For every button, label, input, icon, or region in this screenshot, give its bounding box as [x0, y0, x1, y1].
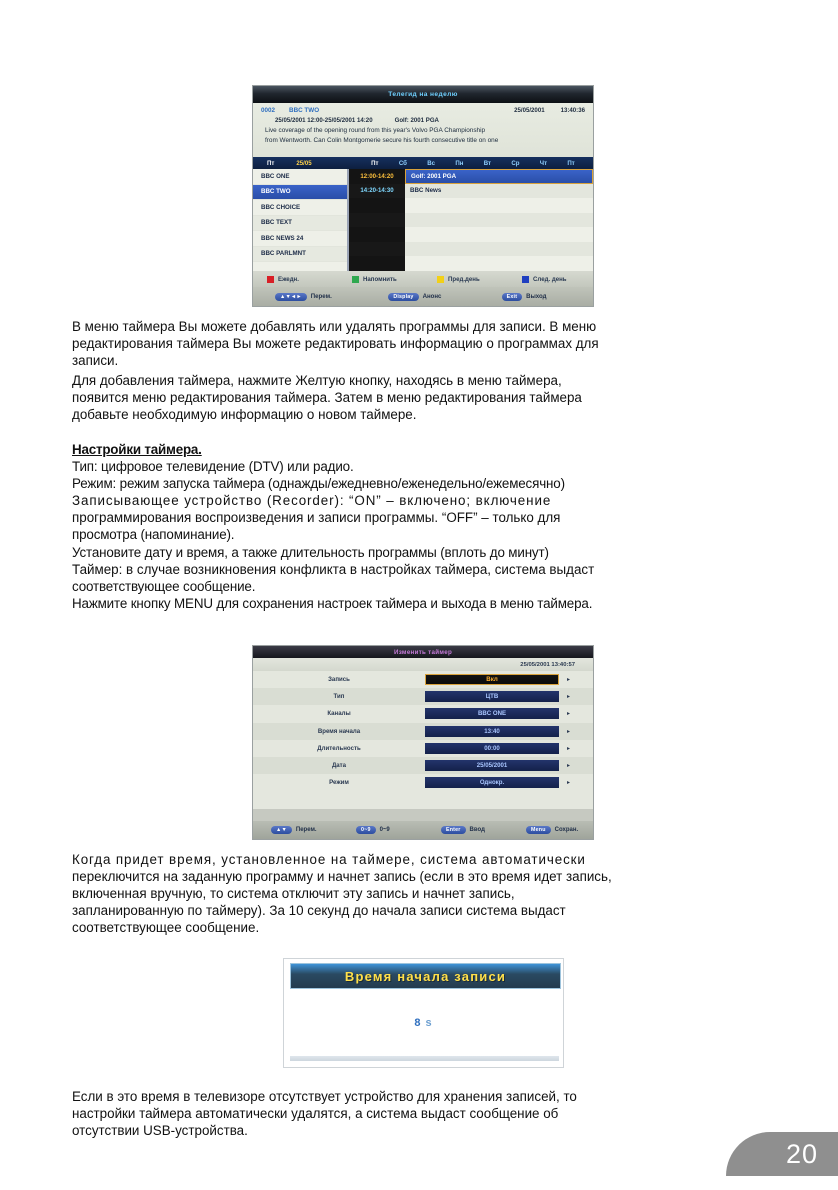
number-key-icon: 0~9	[356, 826, 376, 834]
epg-event-number: 0002	[261, 106, 276, 114]
epg-color-button-red[interactable]	[253, 276, 338, 283]
epg-program-item-empty	[405, 227, 593, 242]
epg-channel-item-selected[interactable]: BBC TWO	[253, 185, 347, 201]
text-line: Для добавления таймера, нажмите Желтую кнопку, находясь в меню таймера,	[72, 373, 562, 388]
timer-row-label: Запись	[328, 676, 350, 684]
timer-row-label: Длительность	[317, 744, 361, 752]
timer-row-label: Дата	[331, 762, 347, 770]
chevron-right-icon[interactable]: ▸	[567, 677, 571, 684]
section-heading: Настройки таймера.	[72, 442, 202, 457]
epg-event-span: 25/05/2001 12:00-25/05/2001 14:20	[275, 117, 373, 124]
epg-current-clock: 13:40:36	[560, 106, 585, 114]
osd-title: Время начала записи	[344, 968, 507, 984]
epg-color-button-green[interactable]	[338, 276, 423, 283]
epg-info-panel	[253, 103, 593, 157]
epg-day-tab-1[interactable]: Сб	[398, 159, 407, 167]
timer-row-label: Время начала	[317, 727, 361, 735]
epg-day-tab-0[interactable]: Пт	[371, 159, 379, 167]
timer-row-value[interactable]: Однокр.	[425, 777, 559, 788]
epg-program-item-empty	[405, 242, 593, 257]
epg-event-title: Golf: 2001 PGA	[394, 117, 439, 124]
text-line: Таймер: в случае возникновения конфликта в настройках таймера, система выдаст	[72, 561, 595, 577]
epg-channel-list	[253, 169, 347, 271]
figure-countdown-osd	[283, 958, 564, 1068]
epg-channel-item[interactable]: BBC PARLMNT	[253, 247, 347, 263]
osd-countdown-value: 8	[414, 1017, 422, 1029]
timer-key-hint-label: Сохран.	[554, 827, 579, 833]
display-key-icon: Display	[388, 293, 418, 301]
timer-edit-rows	[253, 671, 593, 816]
epg-info-row-span	[253, 116, 593, 124]
green-swatch-icon	[352, 276, 359, 283]
epg-key-hint-exit[interactable]	[480, 293, 593, 301]
epg-key-hint-label: Анонс	[422, 293, 442, 300]
timer-key-hint-label: Ввод	[469, 827, 485, 833]
timer-key-hint-navigate[interactable]	[253, 826, 338, 834]
chevron-right-icon[interactable]: ▸	[567, 763, 571, 770]
epg-key-hint-navigate[interactable]	[253, 293, 366, 301]
timer-row-label: Тип	[333, 693, 345, 701]
epg-time-slot[interactable]: 12:00-14:20	[360, 172, 394, 180]
text-line: переключится на заданную программу и начнет запись (если в это время идет запись,	[72, 869, 612, 885]
timer-edit-key-hint-bar	[253, 821, 593, 839]
epg-daybar-days	[361, 160, 593, 167]
epg-color-button-bar	[253, 271, 593, 287]
section-timer-settings	[72, 441, 766, 612]
epg-time-slot-empty	[349, 227, 405, 242]
red-swatch-icon	[267, 276, 274, 283]
epg-info-row-header	[253, 103, 593, 116]
timer-row-label: Режим	[329, 779, 349, 787]
timer-edit-datetime: 25/05/2001 13:40:57	[253, 658, 593, 671]
chevron-right-icon[interactable]: ▸	[567, 780, 571, 787]
osd-title-bar	[290, 963, 561, 989]
paragraph-add-timer	[72, 372, 766, 423]
text-line: соответствующее сообщение.	[72, 920, 260, 936]
epg-program-item-empty	[405, 198, 593, 213]
text-line: отсутствии USB-устройства.	[72, 1123, 248, 1139]
epg-title-bar	[253, 86, 593, 103]
epg-key-hint-display[interactable]	[366, 293, 479, 301]
epg-description-line-1: Live coverage of the opening round from this year's Volvo PGA Championship	[265, 127, 486, 134]
epg-day-tab-3[interactable]: Пн	[455, 159, 464, 167]
timer-key-hint-enter[interactable]	[423, 826, 508, 834]
epg-day-bar	[253, 157, 593, 169]
epg-program-item-empty	[405, 256, 593, 271]
text-line: Записывающее устройство (Recorder): “ON” – включено; включение	[72, 493, 552, 509]
epg-time-slot-empty	[349, 198, 405, 213]
epg-color-button-label: След. день	[533, 275, 567, 283]
epg-color-button-label: Ежедн.	[278, 275, 299, 283]
figure-timer-edit-screenshot	[252, 645, 594, 840]
yellow-swatch-icon	[437, 276, 444, 283]
epg-channel-item[interactable]: BBC ONE	[253, 169, 347, 185]
epg-daybar-date: 25/05	[296, 159, 312, 167]
epg-channel-item[interactable]: BBC CHOICE	[253, 200, 347, 216]
text-line: включенная вручную, то система отключит эту запись и начнет запись,	[72, 886, 515, 902]
epg-time-slot-empty	[349, 256, 405, 271]
text-line: Если в это время в телевизоре отсутствует устройство для хранения записей, то	[72, 1089, 577, 1104]
paragraph-no-usb	[72, 1088, 766, 1139]
epg-current-date: 25/05/2001	[514, 106, 545, 114]
timer-key-hint-label: 0~9	[379, 827, 390, 833]
blue-swatch-icon	[522, 276, 529, 283]
chevron-right-icon[interactable]: ▸	[567, 711, 571, 718]
epg-day-tab-2[interactable]: Вс	[427, 159, 436, 167]
epg-description-line-2: from Wentworth. Can Colin Montgomerie secure his fourth consecutive title on one	[265, 136, 499, 144]
epg-color-button-yellow[interactable]	[423, 276, 508, 283]
epg-key-hint-bar	[253, 287, 593, 306]
epg-description	[253, 124, 593, 145]
osd-countdown-unit: s	[425, 1017, 433, 1029]
text-line: просмотра (напоминание).	[72, 527, 235, 543]
chevron-right-icon[interactable]: ▸	[567, 728, 571, 735]
epg-time-column	[347, 169, 405, 271]
epg-daybar-day: Пт	[267, 159, 275, 167]
text-line: добавьте необходимую информацию о новом таймере.	[72, 407, 417, 423]
arrows-key-icon: ▲▼	[271, 826, 292, 834]
timer-edit-title-bar	[253, 646, 593, 658]
text-line: соответствующее сообщение.	[72, 578, 256, 594]
epg-day-tab-4[interactable]: Вт	[483, 159, 492, 167]
epg-color-button-blue[interactable]	[508, 276, 593, 283]
text-line: появится меню редактирования таймера. Затем в меню редактирования таймера	[72, 390, 582, 406]
epg-day-tab-7[interactable]: Пт	[567, 159, 575, 167]
epg-program-item[interactable]: BBC News	[405, 184, 593, 199]
exit-key-icon: Exit	[502, 293, 523, 301]
epg-day-tab-5[interactable]: Ср	[511, 159, 520, 167]
timer-row-value[interactable]: 13:40	[425, 726, 559, 737]
epg-key-hint-label: Выход	[526, 293, 547, 300]
osd-footer-line	[290, 1056, 559, 1061]
timer-key-hint-digits[interactable]	[338, 826, 423, 834]
timer-row-channel[interactable]	[253, 705, 593, 722]
text-line: программирования воспроизведения и записи программы. “OFF” – только для	[72, 510, 561, 526]
timer-row-empty	[253, 791, 593, 808]
timer-row-mode[interactable]	[253, 774, 593, 791]
timer-edit-title: Изменить таймер	[393, 648, 453, 656]
epg-title: Телегид на неделю	[388, 91, 458, 98]
text-line: записи.	[72, 353, 119, 369]
timer-row-date[interactable]	[253, 757, 593, 774]
epg-channel-item[interactable]: BBC NEWS 24	[253, 231, 347, 247]
text-line: В меню таймера Вы можете добавлять или удалять программы для записи. В меню	[72, 319, 597, 334]
page-number: 20	[785, 1138, 818, 1169]
timer-key-hint-menu[interactable]	[508, 826, 593, 834]
text-line: редактирования таймера Вы можете редактировать информацию о программах для	[72, 336, 599, 352]
enter-key-icon: Enter	[441, 826, 466, 834]
timer-row-start-time[interactable]	[253, 723, 593, 740]
paragraph-timer-fires	[72, 851, 766, 936]
paragraph-timer-menu	[72, 318, 766, 369]
timer-row-record[interactable]	[253, 671, 593, 688]
epg-program-item-selected[interactable]: Golf: 2001 PGA	[405, 169, 593, 184]
timer-row-value[interactable]: 00:00	[425, 743, 559, 754]
epg-program-column	[405, 169, 593, 271]
text-line: Когда придет время, установленное на таймере, система автоматически	[72, 852, 586, 867]
epg-time-slot-empty	[349, 213, 405, 228]
chevron-right-icon[interactable]: ▸	[567, 694, 571, 701]
epg-day-tab-6[interactable]: Чт	[539, 159, 548, 167]
figure-epg-screenshot	[252, 85, 594, 307]
text-line: Тип: цифровое телевидение (DTV) или радио.	[72, 459, 354, 475]
arrows-key-icon: ▲▼◄►	[275, 293, 307, 301]
timer-row-value[interactable]: BBC ONE	[425, 708, 559, 719]
epg-daybar-left	[253, 160, 361, 167]
timer-row-type[interactable]	[253, 688, 593, 705]
epg-channel-name: BBC TWO	[289, 106, 320, 114]
epg-color-button-label: Пред.день	[448, 275, 480, 283]
timer-row-value[interactable]: ЦТВ	[425, 691, 559, 702]
epg-program-item-empty	[405, 213, 593, 228]
epg-time-slot-empty	[349, 242, 405, 257]
epg-key-hint-label: Перем.	[310, 293, 332, 300]
epg-color-button-label: Напомнить	[363, 275, 397, 283]
epg-channel-item[interactable]: BBC TEXT	[253, 216, 347, 232]
text-line: Режим: режим запуска таймера (однажды/ежедневно/еженедельно/ежемесячно)	[72, 476, 565, 492]
timer-row-duration[interactable]	[253, 740, 593, 757]
epg-time-slot[interactable]: 14:20-14:30	[349, 184, 405, 199]
timer-key-hint-label: Перем.	[295, 827, 317, 833]
text-line: настройки таймера автоматически удалятся, а система выдаст сообщение об	[72, 1106, 559, 1122]
text-line: запланированную по таймеру). За 10 секунд до начала записи система выдаст	[72, 903, 566, 919]
text-line: Установите дату и время, а также длительность программы (вплоть до минут)	[72, 544, 549, 560]
timer-row-label: Каналы	[327, 710, 351, 718]
menu-key-icon: Menu	[526, 826, 551, 834]
timer-row-value[interactable]: Вкл	[425, 674, 559, 685]
chevron-right-icon[interactable]: ▸	[567, 745, 571, 752]
timer-row-value[interactable]: 25/05/2001	[425, 760, 559, 771]
osd-countdown	[284, 1017, 563, 1029]
text-line: Нажмите кнопку MENU для сохранения настроек таймера и выхода в меню таймера.	[72, 595, 593, 611]
epg-body	[253, 169, 593, 271]
